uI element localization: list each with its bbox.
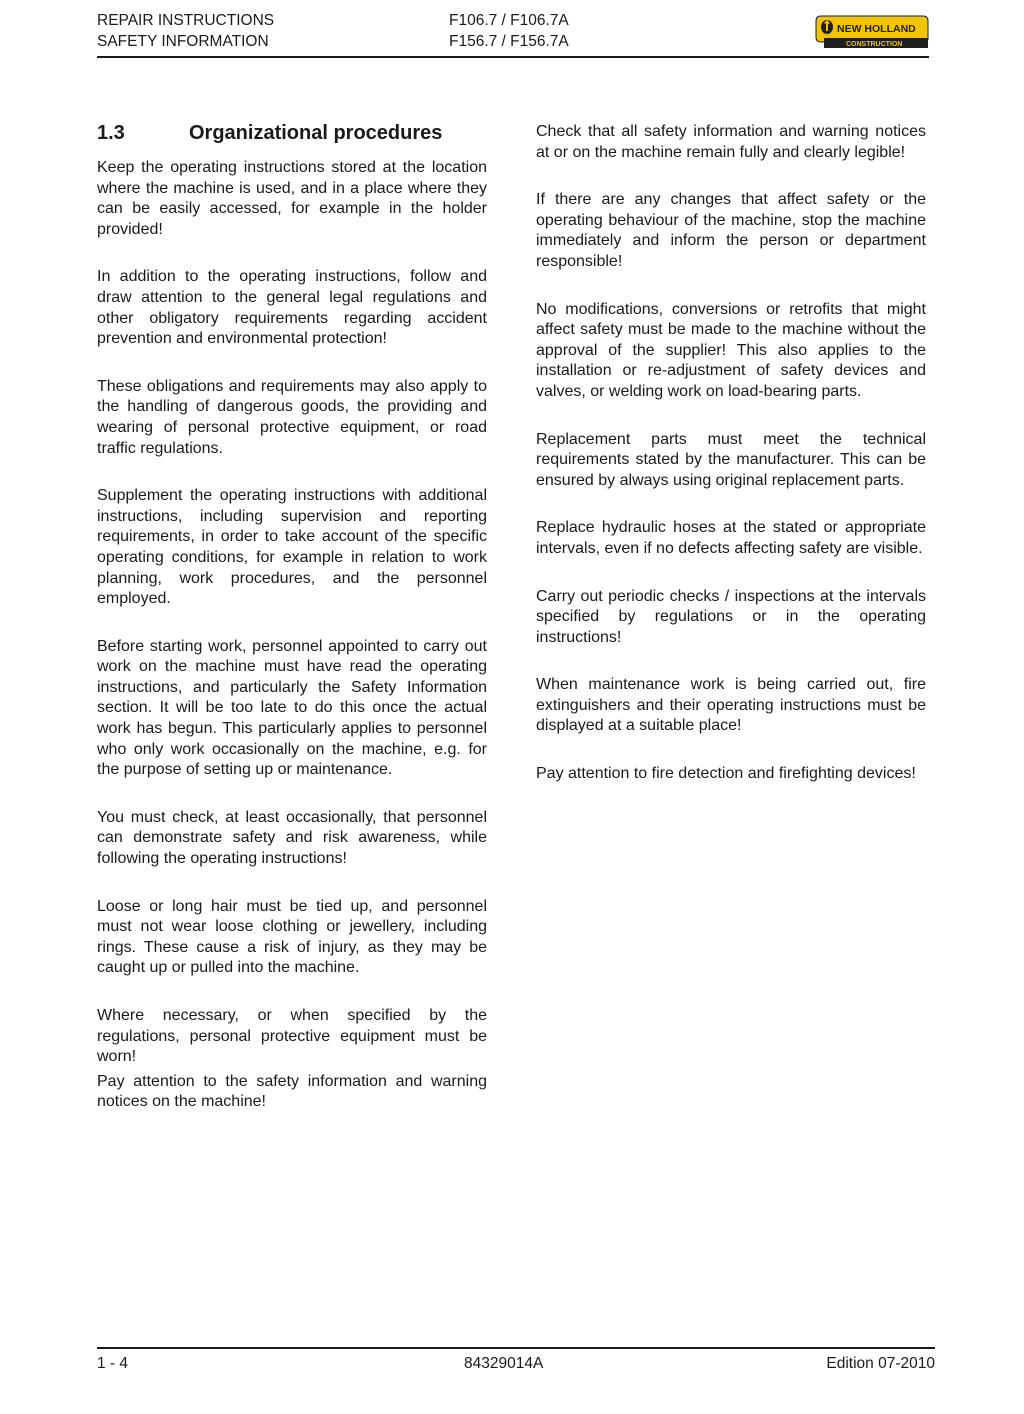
paragraph: Where necessary, or when specified by the regulations, personal protective equipment must be worn! [97, 1007, 487, 1066]
paragraph: If there are any changes that affect safety or the operating behaviour of the machine, stop the machine immediately and inform the person or department responsible! [536, 191, 926, 270]
paragraph: No modifications, conversions or retrofits that might affect safety must be made to the machine without the approval of the supplier! This also applies to the installation or re-adjustment of safety devices and valves, or welding work on load-bearing parts. [536, 300, 926, 400]
section-heading [97, 120, 487, 146]
paragraph: You must check, at least occasionally, that personnel can demonstrate safety and risk awareness, while following the operating instructions! [97, 808, 487, 868]
document-number: 84329014A [464, 1355, 544, 1372]
paragraph: Supplement the operating instructions with additional instructions, including supervision and reporting requirements, in order to take account of the specific operating conditions, for example in relation to work planning, work procedures, and the personnel employed. [97, 487, 487, 608]
paragraph: Replacement parts must meet the technical requirements stated by the manufacturer. This can be ensured by always using original replacement parts. [536, 430, 926, 489]
paragraph: Carry out periodic checks / inspections at the intervals specified by regulations or in the operating instructions! [536, 587, 926, 646]
paragraph: When maintenance work is being carried out, fire extinguishers and their operating instructions must be displayed at a suitable place! [536, 676, 926, 735]
edition-label: Edition 07-2010 [826, 1355, 935, 1372]
paragraph: Before starting work, personnel appointed to carry out work on the machine must have read the operating instructions, and particularly the Safety Information section. It will be too late to do this once the actual work has begun. This particularly applies to personnel who only work occasionally on the machine, e.g. for the purpose of setting up or maintenance. [97, 637, 487, 779]
header-chapter: SAFETY INFORMATION [97, 33, 269, 50]
new-holland-logo [815, 15, 929, 49]
paragraph: Pay attention to the safety information and warning notices on the machine! [97, 1072, 487, 1111]
paragraph: Replace hydraulic hoses at the stated or appropriate intervals, even if no defects affecting safety are visible. [536, 519, 926, 557]
paragraph: In addition to the operating instructions, follow and draw attention to the general legal regulations and other obligatory requirements regarding accident prevention and environmental protection! [97, 268, 487, 348]
paragraph: Keep the operating instructions stored at the location where the machine is used, and in a place where they can be easily accessed, for example in the holder provided! [97, 159, 487, 238]
paragraph: These obligations and requirements may also apply to the handling of dangerous goods, the providing and wearing of personal protective equipment, or road traffic regulations. [97, 377, 487, 457]
page-footer [97, 1347, 935, 1372]
header-left [97, 10, 274, 52]
paragraph: Loose or long hair must be tied up, and personnel must not wear loose clothing or jewellery, including rings. These cause a risk of injury, as they may be caught up or pulled into the machine. [97, 897, 487, 977]
section-number: 1.3 [97, 122, 125, 144]
logo-text-bottom: CONSTRUCTION [846, 41, 903, 48]
logo-text-top: NEW HOLLAND [837, 23, 916, 35]
left-column [97, 120, 487, 1140]
paragraph: Check that all safety information and warning notices at or on the machine remain fully and clearly legible! [536, 123, 926, 161]
section-title: Organizational procedures [189, 122, 443, 144]
header-model-line1: F106.7 / F106.7A [449, 12, 569, 29]
page-header [97, 10, 929, 58]
page-number: 1 - 4 [97, 1355, 129, 1372]
header-models [449, 10, 569, 52]
header-model-line2: F156.7 / F156.7A [449, 33, 569, 50]
header-manual-type: REPAIR INSTRUCTIONS [97, 12, 275, 29]
right-column [536, 122, 926, 812]
paragraph: Pay attention to fire detection and firefighting devices! [536, 765, 916, 783]
